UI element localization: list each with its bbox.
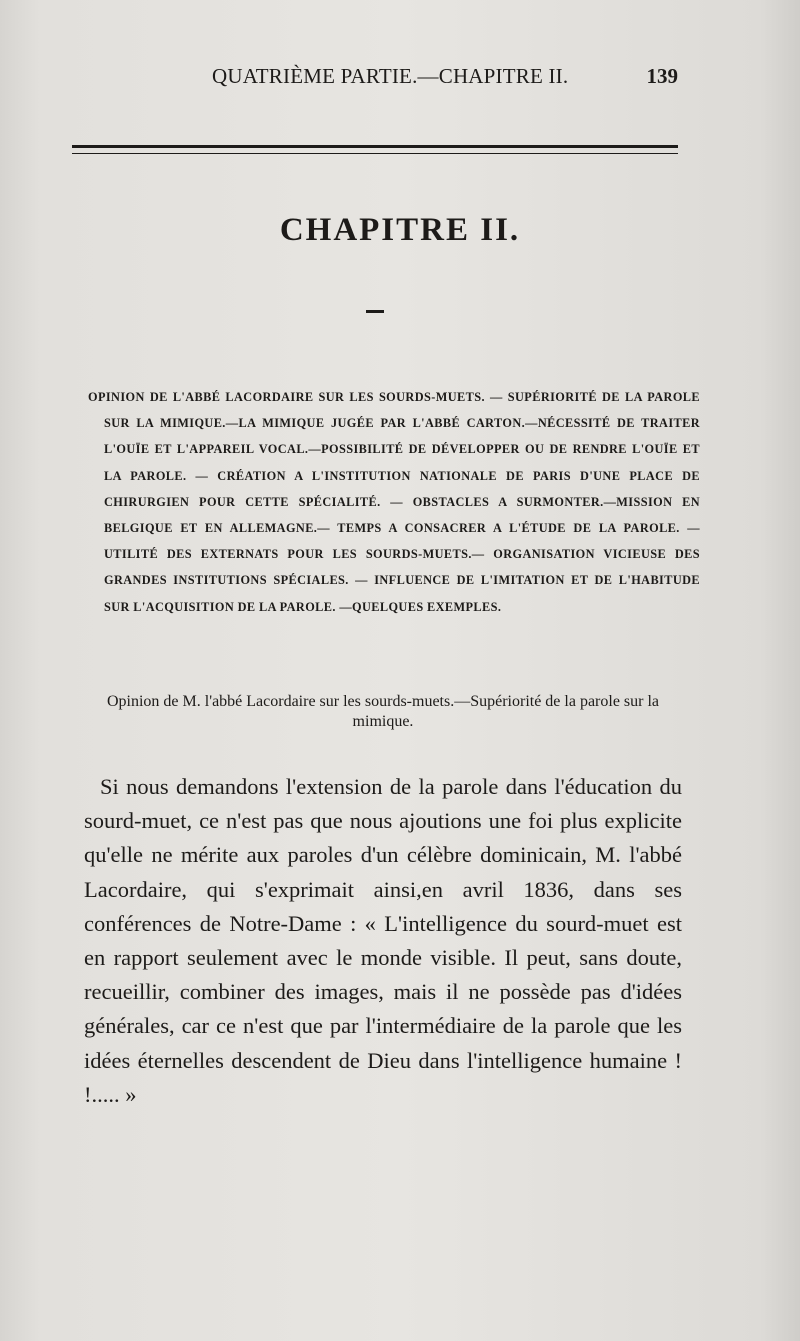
running-header xyxy=(72,64,678,104)
page-number: 139 xyxy=(646,64,678,88)
body-paragraph xyxy=(84,770,682,1112)
chapter-summary: OPINION DE L'ABBÉ LACORDAIRE SUR LES SOURDS-MUETS. — SUPÉRIORITÉ DE LA PAROLE SUR LA MIMIQUE.—LA MIMIQUE JUGÉE PAR L'ABBÉ CARTON.—NÉCESSITÉ DE TRAITER L'OUÏE ET L'APPAREIL VOCAL.—POSSIBILITÉ DE DÉVELOPPER OU DE RENDRE L'OUÏE ET LA PAROLE. — CRÉATION A L'INSTITUTION NATIONALE DE PARIS D'UNE PLACE DE CHIRURGIEN POUR CETTE SPÉCIALITÉ. — OBSTACLES A SURMONTER.—MISSION EN BELGIQUE ET EN ALLEMAGNE.— TEMPS A CONSACRER A L'ÉTUDE DE LA PAROLE. — UTILITÉ DES EXTERNATS POUR LES SOURDS-MUETS.— ORGANISATION VICIEUSE DES GRANDES INSTITUTIONS SPÉCIALES. — INFLUENCE DE L'IMITATION ET DE L'HABITUDE SUR L'ACQUISITION DE LA PAROLE. —QUELQUES EXEMPLES. xyxy=(88,390,700,614)
header-rule-thin xyxy=(72,153,678,154)
section-heading: Opinion de M. l'abbé Lacordaire sur les sourds-muets.—Supériorité de la parole sur la mimique. xyxy=(106,693,660,730)
body-paragraph-text: Si nous demandons l'extension de la parole dans l'éducation du sourd-muet, ce n'est pas que nous ajoutions une foi plus explicite qu'elle ne mérite aux paroles d'un célèbre dominicain, M. l'abbé Lacordaire, qui s'exprimait ainsi,en avril 1836, dans ses conférences de Notre-Dame : « L'intelligence du sourd-muet est en rapport seulement avec le monde visible. Il peut, sans doute, recueillir, combiner des images, mais il ne possède pas d'idées générales, car ce n'est que par l'intermédiaire de la parole que les idées éternelles descendent de Dieu dans l'intelligence humaine ! !..... » xyxy=(84,774,682,1107)
header-rule-thick xyxy=(72,145,678,148)
chapter-title: CHAPITRE II. xyxy=(279,212,521,248)
running-title: QUATRIÈME PARTIE.—CHAPITRE II. xyxy=(212,64,569,88)
chapter-separator xyxy=(366,310,384,313)
